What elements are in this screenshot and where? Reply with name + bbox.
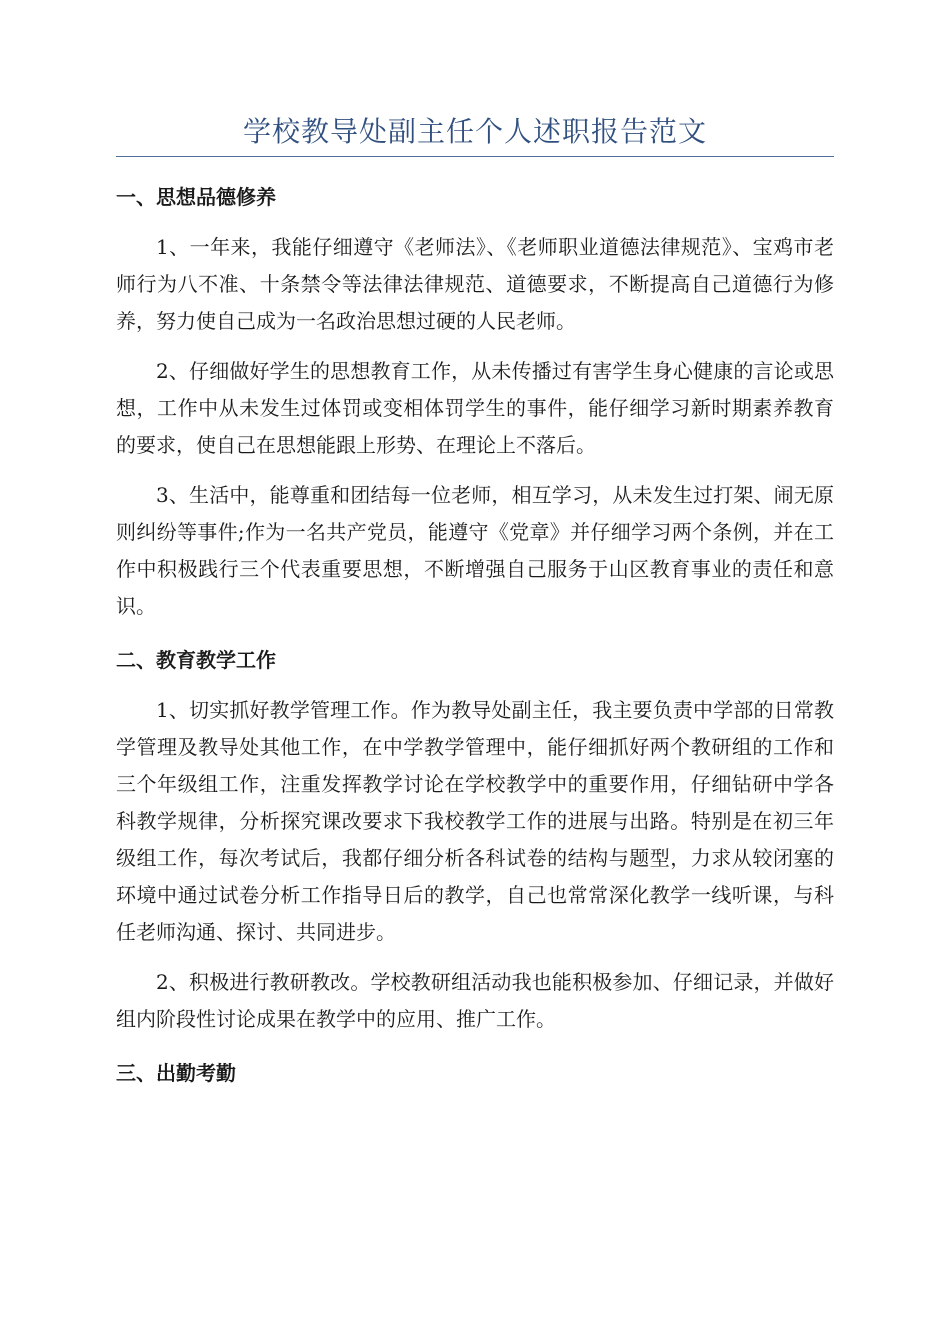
paragraph: 2、仔细做好学生的思想教育工作，从未传播过有害学生身心健康的言论或思想，工作中从未发生过体罚或变相体罚学生的事件，能仔细学习新时期素养教育的要求，使自己在思想能跟上形势、在理论上不落后。: [116, 359, 834, 457]
section-heading: 三、出勤考勤: [116, 1061, 236, 1085]
paragraph: 1、切实抓好教学管理工作。作为教导处副主任，我主要负责中学部的日常教学管理及教导处其他工作，在中学教学管理中，能仔细抓好两个教研组的工作和三个年级组工作，注重发挥教学讨论在学校教学中的重要作用，仔细钻研中学各科教学规律，分析探究课改要求下我校教学工作的进展与出路。特别是在初三年级组工作，每次考试后，我都仔细分析各科试卷的结构与题型，力求从较闭塞的环境中通过试卷分析工作指导日后的教学，自己也常常深化教学一线听课，与科任老师沟通、探讨、共同进步。: [116, 698, 834, 944]
section-moral-cultivation: [116, 175, 834, 638]
paragraph: 2、积极进行教研教改。学校教研组活动我也能积极参加、仔细记录，并做好组内阶段性讨论成果在教学中的应用、推广工作。: [116, 970, 834, 1031]
paragraph: 1、一年来，我能仔细遵守《老师法》、《老师职业道德法律规范》、宝鸡市老师行为八不准、十条禁令等法律法律规范、道德要求，不断提高自己道德行为修养，努力使自己成为一名政治思想过硬的人民老师。: [116, 235, 834, 333]
section-attendance: [116, 1051, 834, 1105]
document-page: [116, 110, 834, 1105]
title-underline: [116, 156, 834, 157]
paragraph: 3、生活中，能尊重和团结每一位老师，相互学习，从未发生过打架、闹无原则纠纷等事件;作为一名共产党员，能遵守《党章》并仔细学习两个条例，并在工作中积极践行三个代表重要思想，不断增强自己服务于山区教育事业的责任和意识。: [116, 483, 834, 618]
section-heading: 一、思想品德修养: [116, 185, 276, 209]
document-title: 学校教导处副主任个人述职报告范文: [242, 115, 707, 148]
section-teaching-work: [116, 638, 834, 1051]
section-heading: 二、教育教学工作: [116, 648, 276, 672]
